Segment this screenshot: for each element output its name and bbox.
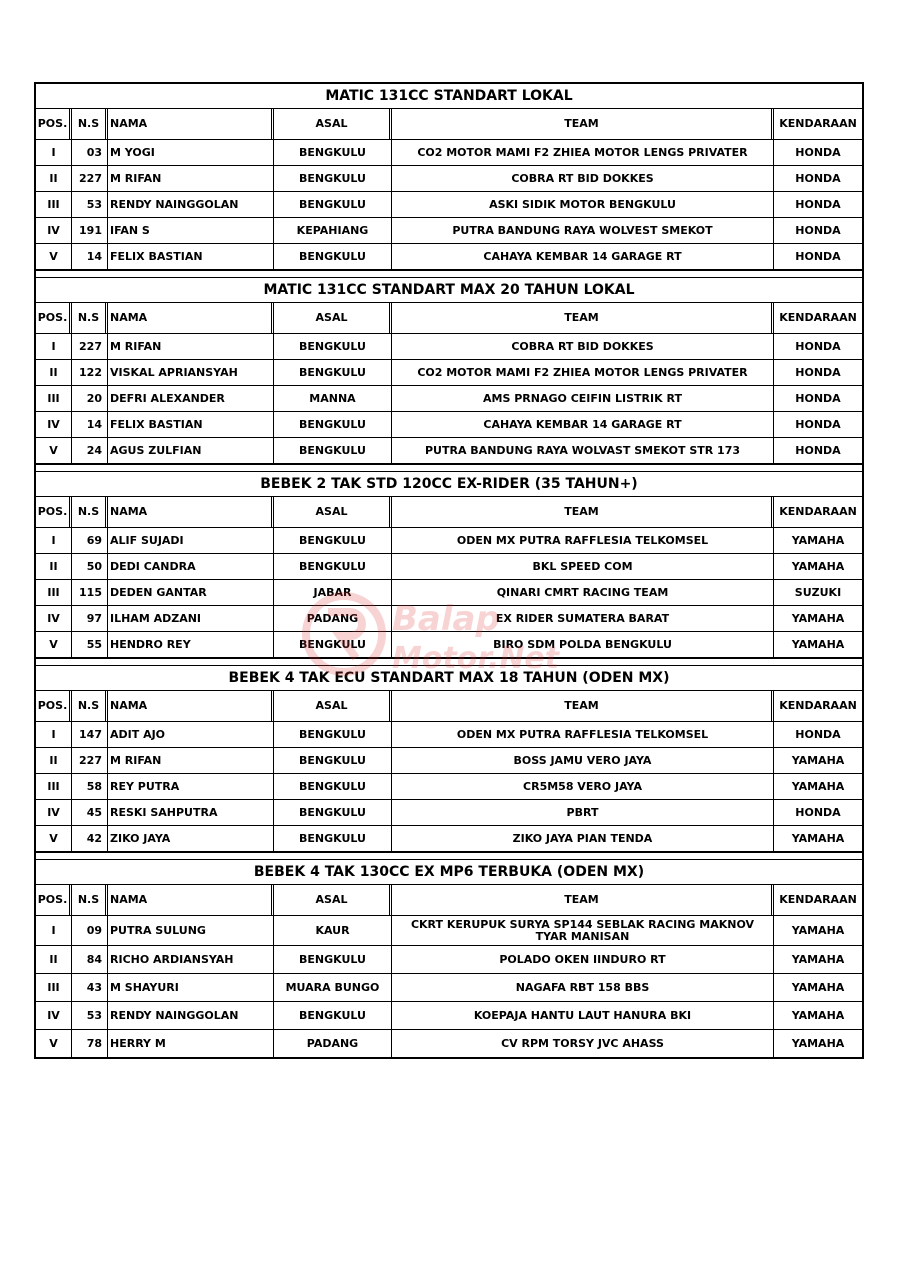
cell-nama: ILHAM ADZANI — [108, 606, 274, 631]
cell-asal: BENGKULU — [274, 826, 392, 851]
cell-ns: 115 — [72, 580, 108, 605]
cell-kendaraan: HONDA — [795, 223, 841, 237]
section-gap — [34, 465, 864, 472]
table-row — [36, 244, 862, 269]
header-nama: NAMA — [108, 885, 274, 915]
cell-asal: KAUR — [274, 916, 392, 945]
table-header-row — [36, 691, 862, 722]
cell-kendaraan: YAMAHA — [791, 1036, 845, 1050]
cell-team: ODEN MX PUTRA RAFFLESIA TELKOMSEL — [392, 722, 774, 747]
header-kendaraan: KENDARAAN — [779, 699, 857, 712]
cell-team: NAGAFA RBT 158 BBS — [392, 974, 774, 1001]
cell-kendaraan: HONDA — [795, 365, 841, 379]
cell-nama: FELIX BASTIAN — [108, 244, 274, 269]
table-header-row — [36, 497, 862, 528]
cell-nama: HERRY M — [108, 1030, 274, 1057]
cell-team: CR5M58 VERO JAYA — [392, 774, 774, 799]
cell-nama: AGUS ZULFIAN — [108, 438, 274, 463]
cell-asal: PADANG — [274, 606, 392, 631]
cell-asal: BENGKULU — [274, 334, 392, 359]
table-row — [36, 722, 862, 748]
cell-ns: 24 — [72, 438, 108, 463]
table-row — [36, 386, 862, 412]
header-kendaraan: KENDARAAN — [779, 117, 857, 130]
table-row — [36, 748, 862, 774]
cell-ns: 55 — [72, 632, 108, 657]
cell-ns: 42 — [72, 826, 108, 851]
section-gap — [34, 271, 864, 278]
cell-asal: BENGKULU — [274, 360, 392, 385]
cell-kendaraan: HONDA — [795, 145, 841, 159]
header-pos: POS. — [36, 109, 72, 139]
header-ns: N.S — [72, 109, 108, 139]
cell-team: CO2 MOTOR MAMI F2 ZHIEA MOTOR LENGS PRIVATER — [392, 360, 774, 385]
cell-ns: 09 — [72, 916, 108, 945]
cell-team: AMS PRNAGO CEIFIN LISTRIK RT — [392, 386, 774, 411]
cell-pos: II — [36, 748, 72, 773]
header-asal: ASAL — [274, 303, 392, 333]
table-row — [36, 632, 862, 657]
cell-asal: KEPAHIANG — [274, 218, 392, 243]
cell-ns: 53 — [72, 1002, 108, 1029]
cell-ns: 84 — [72, 946, 108, 973]
cell-team: PBRT — [392, 800, 774, 825]
cell-kendaraan: HONDA — [795, 805, 841, 819]
header-nama: NAMA — [108, 691, 274, 721]
cell-pos: V — [36, 826, 72, 851]
cell-ns: 191 — [72, 218, 108, 243]
cell-asal: BENGKULU — [274, 632, 392, 657]
cell-ns: 78 — [72, 1030, 108, 1057]
table-row — [36, 774, 862, 800]
cell-nama: IFAN S — [108, 218, 274, 243]
race-class-table — [34, 666, 864, 853]
header-nama: NAMA — [108, 109, 274, 139]
cell-pos: I — [36, 722, 72, 747]
cell-ns: 147 — [72, 722, 108, 747]
race-class-table — [34, 472, 864, 659]
cell-ns: 227 — [72, 166, 108, 191]
header-kendaraan: KENDARAAN — [779, 311, 857, 324]
cell-team: POLADO OKEN IINDURO RT — [392, 946, 774, 973]
header-nama: NAMA — [108, 497, 274, 527]
header-pos: POS. — [36, 497, 72, 527]
cell-nama: M YOGI — [108, 140, 274, 165]
cell-kendaraan: YAMAHA — [791, 611, 845, 625]
cell-ns: 20 — [72, 386, 108, 411]
table-header-row — [36, 303, 862, 334]
cell-ns: 14 — [72, 244, 108, 269]
header-asal: ASAL — [274, 109, 392, 139]
cell-asal: BENGKULU — [274, 438, 392, 463]
table-row — [36, 916, 862, 946]
table-row — [36, 826, 862, 851]
cell-pos: I — [36, 334, 72, 359]
cell-team: CAHAYA KEMBAR 14 GARAGE RT — [392, 412, 774, 437]
cell-pos: III — [36, 580, 72, 605]
cell-kendaraan: HONDA — [795, 417, 841, 431]
cell-kendaraan: YAMAHA — [791, 1008, 845, 1022]
cell-kendaraan: HONDA — [795, 171, 841, 185]
header-asal: ASAL — [274, 885, 392, 915]
table-row — [36, 1002, 862, 1030]
header-kendaraan: KENDARAAN — [779, 893, 857, 906]
header-ns: N.S — [72, 691, 108, 721]
class-title: BEBEK 4 TAK ECU STANDART MAX 18 TAHUN (ODEN MX) — [36, 666, 862, 691]
cell-kendaraan: YAMAHA — [791, 980, 845, 994]
cell-nama: PUTRA SULUNG — [108, 916, 274, 945]
cell-asal: BENGKULU — [274, 528, 392, 553]
cell-team: COBRA RT BID DOKKES — [392, 166, 774, 191]
header-team: TEAM — [392, 303, 774, 333]
table-row — [36, 140, 862, 166]
header-ns: N.S — [72, 303, 108, 333]
cell-pos: V — [36, 632, 72, 657]
cell-nama: DEDI CANDRA — [108, 554, 274, 579]
section-gap — [34, 853, 864, 860]
cell-kendaraan: HONDA — [795, 727, 841, 741]
cell-pos: I — [36, 528, 72, 553]
header-asal: ASAL — [274, 497, 392, 527]
cell-team: QINARI CMRT RACING TEAM — [392, 580, 774, 605]
cell-pos: V — [36, 438, 72, 463]
cell-ns: 14 — [72, 412, 108, 437]
cell-ns: 03 — [72, 140, 108, 165]
cell-pos: V — [36, 1030, 72, 1057]
cell-pos: IV — [36, 800, 72, 825]
cell-nama: RENDY NAINGGOLAN — [108, 1002, 274, 1029]
cell-pos: IV — [36, 218, 72, 243]
cell-ns: 227 — [72, 748, 108, 773]
race-class-table — [34, 82, 864, 271]
table-row — [36, 606, 862, 632]
cell-pos: III — [36, 192, 72, 217]
cell-nama: DEDEN GANTAR — [108, 580, 274, 605]
cell-team: ODEN MX PUTRA RAFFLESIA TELKOMSEL — [392, 528, 774, 553]
cell-pos: III — [36, 386, 72, 411]
cell-nama: RICHO ARDIANSYAH — [108, 946, 274, 973]
table-row — [36, 974, 862, 1002]
cell-asal: JABAR — [274, 580, 392, 605]
cell-ns: 122 — [72, 360, 108, 385]
cell-pos: IV — [36, 606, 72, 631]
cell-pos: IV — [36, 412, 72, 437]
header-team: TEAM — [392, 109, 774, 139]
cell-kendaraan: HONDA — [795, 391, 841, 405]
cell-asal: BENGKULU — [274, 722, 392, 747]
cell-pos: II — [36, 166, 72, 191]
cell-kendaraan: YAMAHA — [791, 533, 845, 547]
cell-team: BIRO SDM POLDA BENGKULU — [392, 632, 774, 657]
cell-kendaraan: HONDA — [795, 197, 841, 211]
cell-nama: FELIX BASTIAN — [108, 412, 274, 437]
cell-pos: II — [36, 946, 72, 973]
cell-nama: ZIKO JAYA — [108, 826, 274, 851]
cell-team: CO2 MOTOR MAMI F2 ZHIEA MOTOR LENGS PRIVATER — [392, 140, 774, 165]
header-kendaraan: KENDARAAN — [779, 505, 857, 518]
cell-team: PUTRA BANDUNG RAYA WOLVAST SMEKOT STR 173 — [392, 438, 774, 463]
cell-nama: ADIT AJO — [108, 722, 274, 747]
header-pos: POS. — [36, 303, 72, 333]
table-row — [36, 438, 862, 463]
cell-ns: 227 — [72, 334, 108, 359]
cell-asal: MUARA BUNGO — [274, 974, 392, 1001]
table-header-row — [36, 885, 862, 916]
table-row — [36, 800, 862, 826]
cell-kendaraan: YAMAHA — [791, 923, 845, 937]
results-sheet — [34, 82, 864, 1059]
table-row — [36, 360, 862, 386]
cell-nama: M SHAYURI — [108, 974, 274, 1001]
header-ns: N.S — [72, 497, 108, 527]
cell-kendaraan: HONDA — [795, 249, 841, 263]
cell-pos: II — [36, 360, 72, 385]
cell-ns: 97 — [72, 606, 108, 631]
cell-ns: 58 — [72, 774, 108, 799]
header-team: TEAM — [392, 885, 774, 915]
header-nama: NAMA — [108, 303, 274, 333]
cell-nama: M RIFAN — [108, 166, 274, 191]
header-pos: POS. — [36, 691, 72, 721]
cell-asal: BENGKULU — [274, 800, 392, 825]
cell-team: BKL SPEED COM — [392, 554, 774, 579]
header-team: TEAM — [392, 497, 774, 527]
watermark-text-top: Balap — [392, 599, 500, 639]
header-ns: N.S — [72, 885, 108, 915]
table-row — [36, 192, 862, 218]
cell-ns: 53 — [72, 192, 108, 217]
cell-nama: ALIF SUJADI — [108, 528, 274, 553]
cell-asal: BENGKULU — [274, 412, 392, 437]
cell-kendaraan: YAMAHA — [791, 559, 845, 573]
cell-pos: II — [36, 554, 72, 579]
cell-nama: M RIFAN — [108, 748, 274, 773]
table-row — [36, 580, 862, 606]
cell-asal: BENGKULU — [274, 748, 392, 773]
cell-kendaraan: YAMAHA — [791, 753, 845, 767]
cell-nama: VISKAL APRIANSYAH — [108, 360, 274, 385]
table-row — [36, 218, 862, 244]
cell-pos: I — [36, 140, 72, 165]
cell-team: PUTRA BANDUNG RAYA WOLVEST SMEKOT — [392, 218, 774, 243]
cell-asal: PADANG — [274, 1030, 392, 1057]
cell-team: EX RIDER SUMATERA BARAT — [392, 606, 774, 631]
cell-team: ZIKO JAYA PIAN TENDA — [392, 826, 774, 851]
cell-kendaraan: YAMAHA — [791, 637, 845, 651]
cell-asal: BENGKULU — [274, 192, 392, 217]
cell-kendaraan: YAMAHA — [791, 779, 845, 793]
cell-nama: M RIFAN — [108, 334, 274, 359]
table-row — [36, 166, 862, 192]
cell-kendaraan: YAMAHA — [791, 831, 845, 845]
cell-kendaraan: SUZUKI — [794, 585, 842, 599]
cell-team: ASKI SIDIK MOTOR BENGKULU — [392, 192, 774, 217]
class-title: MATIC 131CC STANDART LOKAL — [36, 84, 862, 109]
table-row — [36, 528, 862, 554]
cell-nama: DEFRI ALEXANDER — [108, 386, 274, 411]
cell-nama: REY PUTRA — [108, 774, 274, 799]
cell-ns: 45 — [72, 800, 108, 825]
cell-ns: 69 — [72, 528, 108, 553]
race-class-table — [34, 278, 864, 465]
cell-nama: RESKI SAHPUTRA — [108, 800, 274, 825]
cell-nama: RENDY NAINGGOLAN — [108, 192, 274, 217]
cell-team: KOEPAJA HANTU LAUT HANURA BKI — [392, 1002, 774, 1029]
cell-kendaraan: HONDA — [795, 339, 841, 353]
cell-pos: III — [36, 974, 72, 1001]
header-team: TEAM — [392, 691, 774, 721]
cell-ns: 43 — [72, 974, 108, 1001]
cell-team: CKRT KERUPUK SURYA SP144 SEBLAK RACING MAKNOV TYAR MANISAN — [392, 916, 774, 945]
class-title: BEBEK 4 TAK 130CC EX MP6 TERBUKA (ODEN MX) — [36, 860, 862, 885]
class-title: MATIC 131CC STANDART MAX 20 TAHUN LOKAL — [36, 278, 862, 303]
class-title: BEBEK 2 TAK STD 120CC EX-RIDER (35 TAHUN+) — [36, 472, 862, 497]
cell-asal: BENGKULU — [274, 1002, 392, 1029]
cell-team: COBRA RT BID DOKKES — [392, 334, 774, 359]
cell-pos: III — [36, 774, 72, 799]
cell-team: BOSS JAMU VERO JAYA — [392, 748, 774, 773]
cell-asal: BENGKULU — [274, 554, 392, 579]
cell-ns: 50 — [72, 554, 108, 579]
cell-pos: I — [36, 916, 72, 945]
table-row — [36, 1030, 862, 1057]
cell-asal: BENGKULU — [274, 774, 392, 799]
section-gap — [34, 659, 864, 666]
watermark-text-bottom: Motor.Net — [392, 641, 560, 676]
cell-pos: V — [36, 244, 72, 269]
table-row — [36, 946, 862, 974]
cell-asal: BENGKULU — [274, 140, 392, 165]
cell-asal: MANNA — [274, 386, 392, 411]
cell-asal: BENGKULU — [274, 946, 392, 973]
table-row — [36, 412, 862, 438]
cell-team: CAHAYA KEMBAR 14 GARAGE RT — [392, 244, 774, 269]
cell-team: CV RPM TORSY JVC AHASS — [392, 1030, 774, 1057]
cell-nama: HENDRO REY — [108, 632, 274, 657]
table-row — [36, 554, 862, 580]
cell-kendaraan: HONDA — [795, 443, 841, 457]
cell-asal: BENGKULU — [274, 166, 392, 191]
table-row — [36, 334, 862, 360]
cell-kendaraan: YAMAHA — [791, 952, 845, 966]
race-class-table — [34, 860, 864, 1059]
cell-pos: IV — [36, 1002, 72, 1029]
header-asal: ASAL — [274, 691, 392, 721]
header-pos: POS. — [36, 885, 72, 915]
cell-asal: BENGKULU — [274, 244, 392, 269]
table-header-row — [36, 109, 862, 140]
